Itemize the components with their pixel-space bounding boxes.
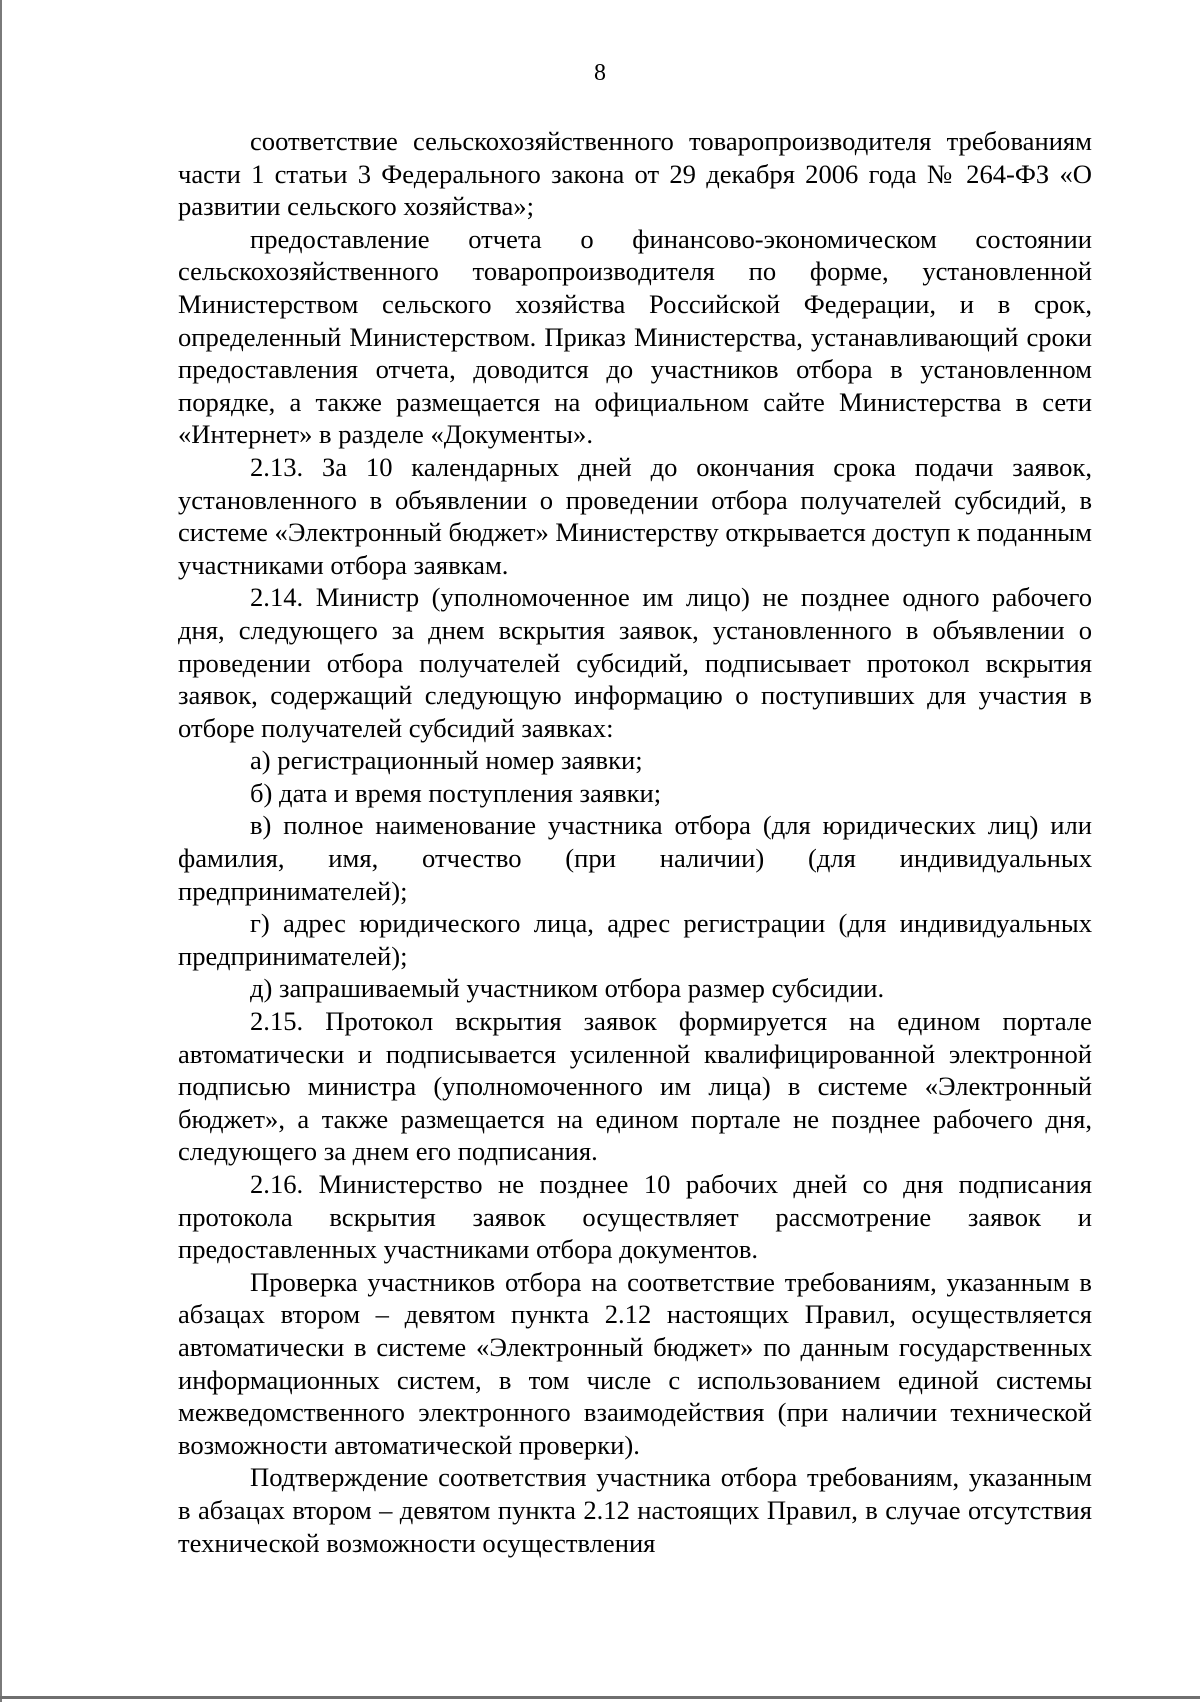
paragraph-2-15: 2.15. Протокол вскрытия заявок формируется на едином портале автоматически и подписывается усиленной квалифицированной электронной подписью министра (уполномоченного им лица) в системе «Электронный бюджет», а также размещается на едином портале не позднее рабочего дня, следующего за днем его подписания.: [178, 1006, 1092, 1167]
scan-left-edge: [0, 0, 2, 1702]
paragraph-2-13: 2.13. За 10 календарных дней до окончания срока подачи заявок, установленного в объявлении о проведении отбора получателей субсидий, в системе «Электронный бюджет» Министерству открывается доступ к поданным участниками отбора заявкам.: [178, 451, 1092, 580]
list-item-g: г) адрес юридического лица, адрес регистрации (для индивидуальных предпринимателей);: [178, 908, 1092, 971]
paragraph-continuation: соответствие сельскохозяйственного товаропроизводителя требованиям части 1 статьи 3 Федерального закона от 29 декабря 2006 года № 264-ФЗ «О развитии сельского хозяйства»;: [178, 126, 1092, 222]
paragraph-confirm: Подтверждение соответствия участника отбора требованиям, указанным в абзацах втором – девятом пункта 2.12 настоящих Правил, в случае отсутствия технической возможности осуществления: [178, 1462, 1092, 1558]
page-number: 8: [594, 60, 606, 86]
list-item-a: а) регистрационный номер заявки;: [250, 745, 643, 776]
paragraph-report: предоставление отчета о финансово-экономическом состоянии сельскохозяйственного товаропроизводителя по форме, установленной Министерством сельского хозяйства Российской Федерации, и в срок, определенный Министерством. Приказ Министерства, устанавливающий сроки предоставления отчета, доводится до участников отбора в установленном порядке, а также размещается на официальном сайте Министерства в сети «Интернет» в разделе «Документы».: [178, 223, 1092, 450]
paragraph-check: Проверка участников отбора на соответствие требованиям, указанным в абзацах втором – девятом пункта 2.12 настоящих Правил, осуществляется автоматически в системе «Электронный бюджет» по данным государственных информационных систем, в том числе с использованием единой системы межведомственного электронного взаимодействия (при наличии технической возможности автоматической проверки).: [178, 1266, 1092, 1460]
list-item-v: в) полное наименование участника отбора (для юридических лиц) или фамилия, имя, отчество (при наличии) (для индивидуальных предпринимателей);: [178, 810, 1092, 906]
document-body: [178, 125, 1092, 1559]
paragraph-2-14: 2.14. Министр (уполномоченное им лицо) не позднее одного рабочего дня, следующего за днем вскрытия заявок, установленного в объявлении о проведении отбора получателей субсидий, подписывает протокол вскрытия заявок, содержащий следующую информацию о поступивших для участия в отборе получателей субсидий заявках:: [178, 582, 1092, 743]
scan-bottom-edge: [0, 1696, 1200, 1699]
list-item-b: б) дата и время поступления заявки;: [250, 777, 662, 808]
paragraph-2-16: 2.16. Министерство не позднее 10 рабочих дней со дня подписания протокола вскрытия заявок осуществляет рассмотрение заявок и предоставленных участниками отбора документов.: [178, 1169, 1092, 1265]
list-item-d: д) запрашиваемый участником отбора размер субсидии.: [250, 973, 885, 1004]
